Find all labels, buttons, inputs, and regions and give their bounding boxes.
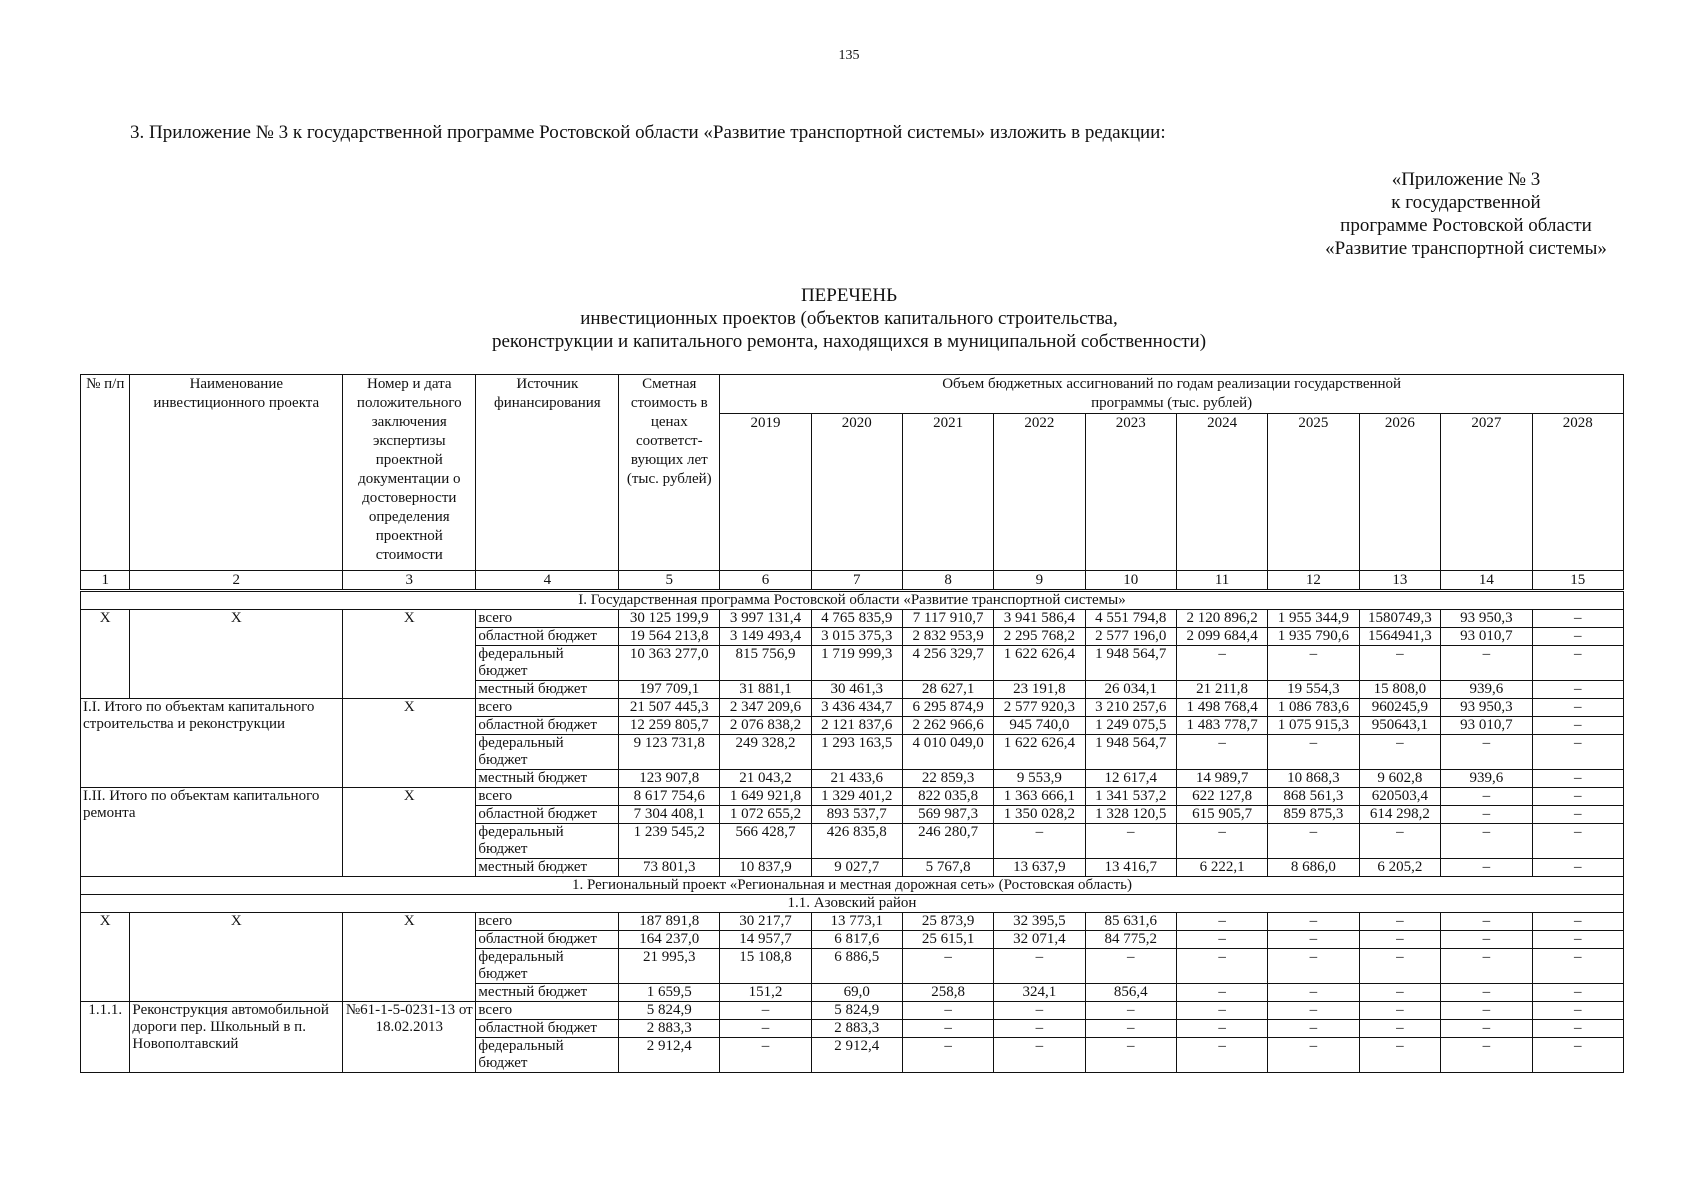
estimated-cost-cell: 7 304 408,1 xyxy=(619,806,720,824)
allocation-cell: – xyxy=(1359,931,1441,949)
expertise-conclusion: №61-1-5-0231-13 от 18.02.2013 xyxy=(343,1002,476,1073)
allocation-cell: 5 824,9 xyxy=(811,1002,902,1020)
header-year: 2026 xyxy=(1359,414,1441,571)
allocation-cell: 15 108,8 xyxy=(720,949,811,984)
allocation-cell: – xyxy=(1359,949,1441,984)
allocation-cell: 1 363 666,1 xyxy=(994,788,1085,806)
allocation-cell: – xyxy=(720,1002,811,1020)
column-number: 2 xyxy=(130,571,343,591)
allocation-cell: 13 773,1 xyxy=(811,913,902,931)
allocation-cell: 566 428,7 xyxy=(720,824,811,859)
table-row xyxy=(81,610,1624,628)
allocation-cell: 426 835,8 xyxy=(811,824,902,859)
section-heading: 1. Региональный проект «Региональная и местная дорожная сеть» (Ростовская область) xyxy=(81,877,1624,895)
allocation-cell: 93 010,7 xyxy=(1441,628,1532,646)
allocation-cell: 32 395,5 xyxy=(994,913,1085,931)
row-number: X xyxy=(81,610,130,699)
allocation-cell: 1 341 537,2 xyxy=(1085,788,1176,806)
allocation-cell: – xyxy=(994,1002,1085,1020)
allocation-cell: – xyxy=(1532,1038,1623,1073)
allocation-cell: 1 948 564,7 xyxy=(1085,735,1176,770)
funding-source: местный бюджет xyxy=(476,984,619,1002)
allocation-cell: 12 617,4 xyxy=(1085,770,1176,788)
header-name: Наименование инвестиционного проекта xyxy=(130,375,343,571)
allocation-cell: – xyxy=(1359,984,1441,1002)
allocation-cell: – xyxy=(1441,806,1532,824)
allocation-cell: – xyxy=(1359,913,1441,931)
allocation-cell: – xyxy=(994,824,1085,859)
allocation-cell: 939,6 xyxy=(1441,681,1532,699)
investment-projects-table xyxy=(80,374,1624,1073)
funding-source: федеральный бюджет xyxy=(476,646,619,681)
estimated-cost-cell: 21 507 445,3 xyxy=(619,699,720,717)
estimated-cost-cell: 73 801,3 xyxy=(619,859,720,877)
expertise-conclusion: X xyxy=(343,610,476,699)
allocation-cell: – xyxy=(1085,1002,1176,1020)
subtotal-label: I.II. Итого по объектам капитального ремонта xyxy=(81,788,343,877)
annex-line: «Приложение № 3 xyxy=(1391,169,1541,190)
header-cost: Сметная стоимость в ценах соответст-вующих лет (тыс. рублей) xyxy=(619,375,720,571)
estimated-cost-cell: 197 709,1 xyxy=(619,681,720,699)
funding-source: областной бюджет xyxy=(476,717,619,735)
allocation-cell: – xyxy=(1268,913,1359,931)
allocation-cell: 1 072 655,2 xyxy=(720,806,811,824)
allocation-cell: 1 948 564,7 xyxy=(1085,646,1176,681)
header-year: 2024 xyxy=(1176,414,1267,571)
row-number: X xyxy=(81,913,130,1002)
section-heading: I. Государственная программа Ростовской области «Развитие транспортной системы» xyxy=(81,591,1624,610)
funding-source: местный бюджет xyxy=(476,859,619,877)
estimated-cost-cell: 8 617 754,6 xyxy=(619,788,720,806)
allocation-cell: 1 935 790,6 xyxy=(1268,628,1359,646)
intro-text: 3. Приложение № 3 к государственной программе Ростовской области «Развитие транспортной системы» изложить в редакции: xyxy=(130,122,1166,143)
allocation-cell: 69,0 xyxy=(811,984,902,1002)
funding-source: всего xyxy=(476,913,619,931)
allocation-cell: – xyxy=(902,1038,993,1073)
section-row xyxy=(81,895,1624,913)
allocation-cell: – xyxy=(1441,788,1532,806)
title-line: ПЕРЕЧЕНЬ xyxy=(800,285,898,306)
allocation-cell: 31 881,1 xyxy=(720,681,811,699)
header-volume: Объем бюджетных ассигнований по годам реализации государственной программы (тыс. рублей) xyxy=(720,375,1624,414)
column-number: 12 xyxy=(1268,571,1359,591)
allocation-cell: – xyxy=(1176,1002,1267,1020)
allocation-cell: 25 873,9 xyxy=(902,913,993,931)
allocation-cell: 3 436 434,7 xyxy=(811,699,902,717)
allocation-cell: 1 249 075,5 xyxy=(1085,717,1176,735)
allocation-cell: 13 637,9 xyxy=(994,859,1085,877)
allocation-cell: 1564941,3 xyxy=(1359,628,1441,646)
allocation-cell: 1 622 626,4 xyxy=(994,735,1085,770)
allocation-cell: 3 941 586,4 xyxy=(994,610,1085,628)
allocation-cell: – xyxy=(1268,646,1359,681)
estimated-cost-cell: 30 125 199,9 xyxy=(619,610,720,628)
header-year: 2019 xyxy=(720,414,811,571)
header-year: 2020 xyxy=(811,414,902,571)
allocation-cell: – xyxy=(1359,646,1441,681)
allocation-cell: 1 719 999,3 xyxy=(811,646,902,681)
funding-source: всего xyxy=(476,788,619,806)
allocation-cell: 9 027,7 xyxy=(811,859,902,877)
allocation-cell: 960245,9 xyxy=(1359,699,1441,717)
allocation-cell: 1 649 921,8 xyxy=(720,788,811,806)
funding-source: областной бюджет xyxy=(476,628,619,646)
allocation-cell: – xyxy=(1532,984,1623,1002)
allocation-cell: 23 191,8 xyxy=(994,681,1085,699)
allocation-cell: 19 554,3 xyxy=(1268,681,1359,699)
allocation-cell: 21 433,6 xyxy=(811,770,902,788)
allocation-cell: 85 631,6 xyxy=(1085,913,1176,931)
allocation-cell: 6 205,2 xyxy=(1359,859,1441,877)
allocation-cell: 945 740,0 xyxy=(994,717,1085,735)
column-number: 4 xyxy=(476,571,619,591)
section-heading: 1.1. Азовский район xyxy=(81,895,1624,913)
allocation-cell: 2 099 684,4 xyxy=(1176,628,1267,646)
allocation-cell: 3 015 375,3 xyxy=(811,628,902,646)
allocation-cell: 14 957,7 xyxy=(720,931,811,949)
allocation-cell: 2 121 837,6 xyxy=(811,717,902,735)
allocation-cell: 1 075 915,3 xyxy=(1268,717,1359,735)
allocation-cell: – xyxy=(1532,610,1623,628)
allocation-cell: 324,1 xyxy=(994,984,1085,1002)
allocation-cell: 22 859,3 xyxy=(902,770,993,788)
column-number: 6 xyxy=(720,571,811,591)
allocation-cell: 32 071,4 xyxy=(994,931,1085,949)
estimated-cost-cell: 1 659,5 xyxy=(619,984,720,1002)
funding-source: федеральный бюджет xyxy=(476,1038,619,1073)
header-year: 2022 xyxy=(994,414,1085,571)
allocation-cell: – xyxy=(1532,1002,1623,1020)
allocation-cell: 30 461,3 xyxy=(811,681,902,699)
allocation-cell: 7 117 910,7 xyxy=(902,610,993,628)
allocation-cell: – xyxy=(1176,1038,1267,1073)
allocation-cell: – xyxy=(1359,735,1441,770)
row-number: 1.1.1. xyxy=(81,1002,130,1073)
allocation-cell: – xyxy=(994,1038,1085,1073)
allocation-cell: 856,4 xyxy=(1085,984,1176,1002)
allocation-cell: 815 756,9 xyxy=(720,646,811,681)
title-line: реконструкции и капитального ремонта, находящихся в муниципальной собственности) xyxy=(491,331,1207,352)
project-name: X xyxy=(130,610,343,699)
allocation-cell: 5 767,8 xyxy=(902,859,993,877)
allocation-cell: 3 210 257,6 xyxy=(1085,699,1176,717)
estimated-cost-cell: 164 237,0 xyxy=(619,931,720,949)
allocation-cell: 10 837,9 xyxy=(720,859,811,877)
allocation-cell: – xyxy=(1176,735,1267,770)
allocation-cell: – xyxy=(1176,949,1267,984)
estimated-cost-cell: 2 883,3 xyxy=(619,1020,720,1038)
allocation-cell: – xyxy=(1268,1002,1359,1020)
table-row xyxy=(81,1002,1624,1020)
allocation-cell: – xyxy=(1359,1002,1441,1020)
allocation-cell: – xyxy=(1532,628,1623,646)
allocation-cell: – xyxy=(1176,1020,1267,1038)
allocation-cell: – xyxy=(1532,806,1623,824)
funding-source: федеральный бюджет xyxy=(476,949,619,984)
allocation-cell: – xyxy=(1268,931,1359,949)
allocation-cell: 246 280,7 xyxy=(902,824,993,859)
allocation-cell: 1 329 401,2 xyxy=(811,788,902,806)
funding-source: областной бюджет xyxy=(476,806,619,824)
annex-line: к государственной xyxy=(1391,192,1541,213)
table-body xyxy=(81,591,1624,1073)
allocation-cell: 13 416,7 xyxy=(1085,859,1176,877)
project-name: X xyxy=(130,913,343,1002)
header-year: 2027 xyxy=(1441,414,1532,571)
estimated-cost-cell: 2 912,4 xyxy=(619,1038,720,1073)
allocation-cell: 3 149 493,4 xyxy=(720,628,811,646)
allocation-cell: 93 950,3 xyxy=(1441,699,1532,717)
allocation-cell: – xyxy=(1268,735,1359,770)
table-row xyxy=(81,913,1624,931)
column-number: 3 xyxy=(343,571,476,591)
allocation-cell: 9 553,9 xyxy=(994,770,1085,788)
allocation-cell: 3 997 131,4 xyxy=(720,610,811,628)
allocation-cell: – xyxy=(1532,931,1623,949)
allocation-cell: – xyxy=(1441,824,1532,859)
funding-source: всего xyxy=(476,1002,619,1020)
allocation-cell: 28 627,1 xyxy=(902,681,993,699)
funding-source: федеральный бюджет xyxy=(476,824,619,859)
allocation-cell: – xyxy=(1268,1020,1359,1038)
header-num: № п/п xyxy=(81,375,130,571)
column-number: 9 xyxy=(994,571,1085,591)
column-number: 11 xyxy=(1176,571,1267,591)
allocation-cell: – xyxy=(1532,699,1623,717)
estimated-cost-cell: 21 995,3 xyxy=(619,949,720,984)
column-number: 8 xyxy=(902,571,993,591)
allocation-cell: 93 950,3 xyxy=(1441,610,1532,628)
allocation-cell: 6 817,6 xyxy=(811,931,902,949)
header-source: Источник финансирования xyxy=(476,375,619,571)
allocation-cell: – xyxy=(1268,949,1359,984)
allocation-cell: 84 775,2 xyxy=(1085,931,1176,949)
allocation-cell: – xyxy=(1532,681,1623,699)
allocation-cell: – xyxy=(1268,824,1359,859)
allocation-cell: 6 886,5 xyxy=(811,949,902,984)
annex-line: программе Ростовской области xyxy=(1340,215,1592,236)
allocation-cell: 25 615,1 xyxy=(902,931,993,949)
column-number: 5 xyxy=(619,571,720,591)
allocation-cell: – xyxy=(1085,1038,1176,1073)
expertise-conclusion: X xyxy=(343,788,476,877)
header-year: 2023 xyxy=(1085,414,1176,571)
allocation-cell: – xyxy=(1176,824,1267,859)
allocation-cell: 6 222,1 xyxy=(1176,859,1267,877)
funding-source: областной бюджет xyxy=(476,1020,619,1038)
allocation-cell: 2 577 920,3 xyxy=(994,699,1085,717)
allocation-cell: – xyxy=(902,1020,993,1038)
estimated-cost-cell: 10 363 277,0 xyxy=(619,646,720,681)
allocation-cell: – xyxy=(1268,1038,1359,1073)
allocation-cell: 4 256 329,7 xyxy=(902,646,993,681)
allocation-cell: – xyxy=(1176,984,1267,1002)
allocation-cell: 939,6 xyxy=(1441,770,1532,788)
allocation-cell: – xyxy=(1359,1038,1441,1073)
allocation-cell: – xyxy=(1532,949,1623,984)
allocation-cell: – xyxy=(1532,646,1623,681)
allocation-cell: – xyxy=(1176,931,1267,949)
allocation-cell: 620503,4 xyxy=(1359,788,1441,806)
allocation-cell: – xyxy=(720,1038,811,1073)
allocation-cell: 1 293 163,5 xyxy=(811,735,902,770)
allocation-cell: 2 076 838,2 xyxy=(720,717,811,735)
allocation-cell: 1 086 783,6 xyxy=(1268,699,1359,717)
allocation-cell: 26 034,1 xyxy=(1085,681,1176,699)
estimated-cost-cell: 9 123 731,8 xyxy=(619,735,720,770)
allocation-cell: 2 120 896,2 xyxy=(1176,610,1267,628)
allocation-cell: – xyxy=(720,1020,811,1038)
allocation-cell: – xyxy=(1085,949,1176,984)
funding-source: всего xyxy=(476,699,619,717)
allocation-cell: – xyxy=(994,949,1085,984)
funding-source: всего xyxy=(476,610,619,628)
allocation-cell: – xyxy=(1532,1020,1623,1038)
allocation-cell: – xyxy=(1441,735,1532,770)
allocation-cell: 569 987,3 xyxy=(902,806,993,824)
allocation-cell: 1 350 028,2 xyxy=(994,806,1085,824)
allocation-cell: 615 905,7 xyxy=(1176,806,1267,824)
allocation-cell: 21 211,8 xyxy=(1176,681,1267,699)
allocation-cell: 258,8 xyxy=(902,984,993,1002)
project-name: Реконструкция автомобильной дороги пер. Школьный в п. Новополтавский xyxy=(130,1002,343,1073)
allocation-cell: 2 912,4 xyxy=(811,1038,902,1073)
allocation-cell: 1 498 768,4 xyxy=(1176,699,1267,717)
allocation-cell: – xyxy=(1359,1020,1441,1038)
allocation-cell: – xyxy=(1532,788,1623,806)
allocation-cell: 614 298,2 xyxy=(1359,806,1441,824)
estimated-cost-cell: 19 564 213,8 xyxy=(619,628,720,646)
allocation-cell: – xyxy=(1176,646,1267,681)
allocation-cell: 8 686,0 xyxy=(1268,859,1359,877)
allocation-cell: – xyxy=(1441,1002,1532,1020)
section-row xyxy=(81,877,1624,895)
allocation-cell: – xyxy=(1441,859,1532,877)
allocation-cell: – xyxy=(1268,984,1359,1002)
table-row xyxy=(81,699,1624,717)
estimated-cost-cell: 12 259 805,7 xyxy=(619,717,720,735)
allocation-cell: 2 262 966,6 xyxy=(902,717,993,735)
allocation-cell: – xyxy=(1359,824,1441,859)
allocation-cell: – xyxy=(1441,984,1532,1002)
header-year: 2021 xyxy=(902,414,993,571)
section-row xyxy=(81,591,1624,610)
allocation-cell: 4 551 794,8 xyxy=(1085,610,1176,628)
header-expertise: Номер и дата положительного заключения экспертизы проектной документации о достоверности определения проектной стоимости xyxy=(343,375,476,571)
annex-line: «Развитие транспортной системы» xyxy=(1325,238,1607,259)
funding-source: местный бюджет xyxy=(476,681,619,699)
allocation-cell: 6 295 874,9 xyxy=(902,699,993,717)
allocation-cell: – xyxy=(1441,949,1532,984)
allocation-cell: 21 043,2 xyxy=(720,770,811,788)
allocation-cell: 1 483 778,7 xyxy=(1176,717,1267,735)
annex-caption xyxy=(1306,168,1626,260)
estimated-cost-cell: 1 239 545,2 xyxy=(619,824,720,859)
funding-source: местный бюджет xyxy=(476,770,619,788)
allocation-cell: – xyxy=(1441,1038,1532,1073)
column-number: 13 xyxy=(1359,571,1441,591)
funding-source: федеральный бюджет xyxy=(476,735,619,770)
page-number: 135 xyxy=(838,48,860,63)
allocation-cell: – xyxy=(1085,824,1176,859)
allocation-cell: 15 808,0 xyxy=(1359,681,1441,699)
allocation-cell: – xyxy=(994,1020,1085,1038)
estimated-cost-cell: 123 907,8 xyxy=(619,770,720,788)
allocation-cell: 10 868,3 xyxy=(1268,770,1359,788)
allocation-cell: 2 577 196,0 xyxy=(1085,628,1176,646)
allocation-cell: 2 832 953,9 xyxy=(902,628,993,646)
column-number: 14 xyxy=(1441,571,1532,591)
column-number: 15 xyxy=(1532,571,1623,591)
allocation-cell: 1 955 344,9 xyxy=(1268,610,1359,628)
allocation-cell: 893 537,7 xyxy=(811,806,902,824)
title-line: инвестиционных проектов (объектов капитального строительства, xyxy=(580,308,1118,329)
allocation-cell: 4 765 835,9 xyxy=(811,610,902,628)
allocation-cell: 950643,1 xyxy=(1359,717,1441,735)
allocation-cell: – xyxy=(1532,824,1623,859)
column-number: 10 xyxy=(1085,571,1176,591)
allocation-cell: 1 622 626,4 xyxy=(994,646,1085,681)
allocation-cell: 859 875,3 xyxy=(1268,806,1359,824)
allocation-cell: 868 561,3 xyxy=(1268,788,1359,806)
allocation-cell: – xyxy=(1085,1020,1176,1038)
allocation-cell: – xyxy=(1532,913,1623,931)
expertise-conclusion: X xyxy=(343,913,476,1002)
allocation-cell: – xyxy=(1176,913,1267,931)
funding-source: областной бюджет xyxy=(476,931,619,949)
column-number: 7 xyxy=(811,571,902,591)
allocation-cell: 2 347 209,6 xyxy=(720,699,811,717)
expertise-conclusion: X xyxy=(343,699,476,788)
allocation-cell: – xyxy=(1532,859,1623,877)
allocation-cell: 14 989,7 xyxy=(1176,770,1267,788)
allocation-cell: 249 328,2 xyxy=(720,735,811,770)
allocation-cell: 1580749,3 xyxy=(1359,610,1441,628)
header-year: 2028 xyxy=(1532,414,1623,571)
estimated-cost-cell: 5 824,9 xyxy=(619,1002,720,1020)
allocation-cell: – xyxy=(1532,717,1623,735)
allocation-cell: 2 295 768,2 xyxy=(994,628,1085,646)
allocation-cell: 9 602,8 xyxy=(1359,770,1441,788)
allocation-cell: – xyxy=(1441,913,1532,931)
estimated-cost-cell: 187 891,8 xyxy=(619,913,720,931)
subtotal-label: I.I. Итого по объектам капитального строительства и реконструкции xyxy=(81,699,343,788)
document-title xyxy=(0,284,1698,353)
allocation-cell: – xyxy=(1532,770,1623,788)
allocation-cell: 1 328 120,5 xyxy=(1085,806,1176,824)
allocation-cell: 2 883,3 xyxy=(811,1020,902,1038)
allocation-cell: 93 010,7 xyxy=(1441,717,1532,735)
allocation-cell: 4 010 049,0 xyxy=(902,735,993,770)
column-number: 1 xyxy=(81,571,130,591)
allocation-cell: 30 217,7 xyxy=(720,913,811,931)
allocation-cell: – xyxy=(1441,1020,1532,1038)
allocation-cell: 822 035,8 xyxy=(902,788,993,806)
allocation-cell: – xyxy=(1441,931,1532,949)
header-year: 2025 xyxy=(1268,414,1359,571)
allocation-cell: – xyxy=(1441,646,1532,681)
table-row xyxy=(81,788,1624,806)
allocation-cell: – xyxy=(902,949,993,984)
allocation-cell: – xyxy=(1532,735,1623,770)
allocation-cell: 622 127,8 xyxy=(1176,788,1267,806)
allocation-cell: – xyxy=(902,1002,993,1020)
allocation-cell: 151,2 xyxy=(720,984,811,1002)
